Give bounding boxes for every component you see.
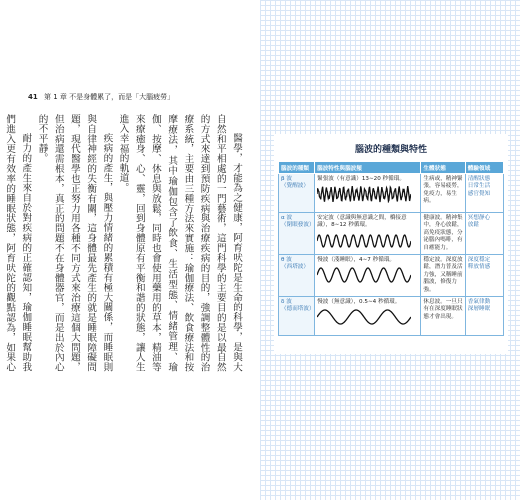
table-row: [279, 297, 504, 336]
paragraph: 耐力的產生來自於對疾病的正確認知，瑜伽睡眠幫助我們進入更有效率的睡眠狀態，阿育吠陀的觀點認為，如果心: [4, 114, 32, 372]
body-state: 休息波。一旦只有在深度睡眠狀態才會出現。: [421, 297, 465, 336]
page-header: [28, 92, 174, 102]
right-page: [260, 0, 520, 500]
experience-domain: 深度穩定 釋放情感: [465, 255, 503, 297]
table-row: [279, 255, 504, 297]
wave-description: 緊張波（有意識）13∼20 秒循環。: [317, 176, 405, 182]
theta-wave-graphic: [317, 266, 411, 284]
body-state: 穩定波。深度放鬆，潛力普及活力強，又稱睡前腦波，修復力強。: [421, 255, 465, 297]
alpha-wave-graphic: [317, 232, 411, 250]
chapter-label: 第 1 章: [43, 93, 67, 101]
header-domain: 體驗領域: [465, 162, 503, 174]
table-row: [279, 213, 504, 255]
body-state: 健康波。精神集中，身心放鬆，高免疫狀態，分泌腦內嗎啡，有自癒能力。: [421, 213, 465, 255]
wave-name: θ 波 （西塔波）: [279, 255, 315, 297]
experience-domain: 冥想靜心 放鬆: [465, 213, 503, 255]
wave-name: δ 波 （德而塔波）: [279, 297, 315, 336]
chapter-title: 不是身體累了，而是「大腦疲勞」: [69, 93, 175, 101]
wave-line: [317, 186, 411, 202]
beta-wave-graphic: [317, 185, 411, 203]
wave-name: β 波 （覺醒波）: [279, 174, 315, 213]
header-feature: 腦波特性與腦波頻: [315, 162, 421, 174]
wave-name: α 波 （閉眼發波）: [279, 213, 315, 255]
wave-description: 慢波（淺睡眠），4∼7 秒循環。: [317, 257, 396, 264]
wave-line: [317, 268, 411, 282]
page-number: 41: [28, 93, 38, 101]
wave-line: [317, 235, 411, 247]
body-state: 生病或，精神緊張，容易疲勞，免疫力，易生病。: [421, 174, 465, 213]
experience-domain: 清醒狀態 日常生活 感官覺知: [465, 174, 503, 213]
wave-description: 慢波（無意識），0.5∼4 秒循環。: [317, 299, 401, 306]
paragraph: 醫學，才能為之健康，阿育吠陀是生命的科學，是與大自然和平相處的一門藝術，這門科學的主要目的是以最自然的方式來達到預防疾病與治療疾病的目的，強調整體性的治療系統，主要由三種方法來實施：瑜伽療法、飲食療法和按摩療法，其中瑜伽包含了飲食、生活型態、情緒管理、瑜伽、按摩、休息與放鬆，同時也會使用藥用的草本，精油等來療癒身、心、靈，回到身體原有平衡和諧的狀態，讓人生進入幸福的軌道。: [117, 114, 242, 372]
brainwave-table-box: [274, 134, 508, 354]
paragraph: 疾病的產生，與壓力情緒的累積有極大關係，而睡眠則與自律神經的失衡有關，這身體最先產生的就是睡眠障礙問題，現代醫學也正努力用各種不同方式來治療這個大問題，但治病還需根本，真正的問題不在身體器官，而是出於內心的不平靜。: [36, 114, 113, 372]
delta-wave-graphic: [317, 308, 411, 326]
brainwave-table: [278, 161, 504, 336]
wave-line: [317, 310, 411, 324]
wave-description: 安定波（意識與無意識之間，橋接意識），8∼12 秒循環。: [317, 215, 407, 229]
body-text: [0, 114, 244, 372]
table-title: 腦波的種類與特性: [354, 145, 427, 155]
header-state: 生體狀態: [421, 162, 465, 174]
table-row: [279, 174, 504, 213]
experience-domain: 香氣律動 深層睡眠: [465, 297, 503, 336]
header-type: 腦波的種類: [279, 162, 315, 174]
